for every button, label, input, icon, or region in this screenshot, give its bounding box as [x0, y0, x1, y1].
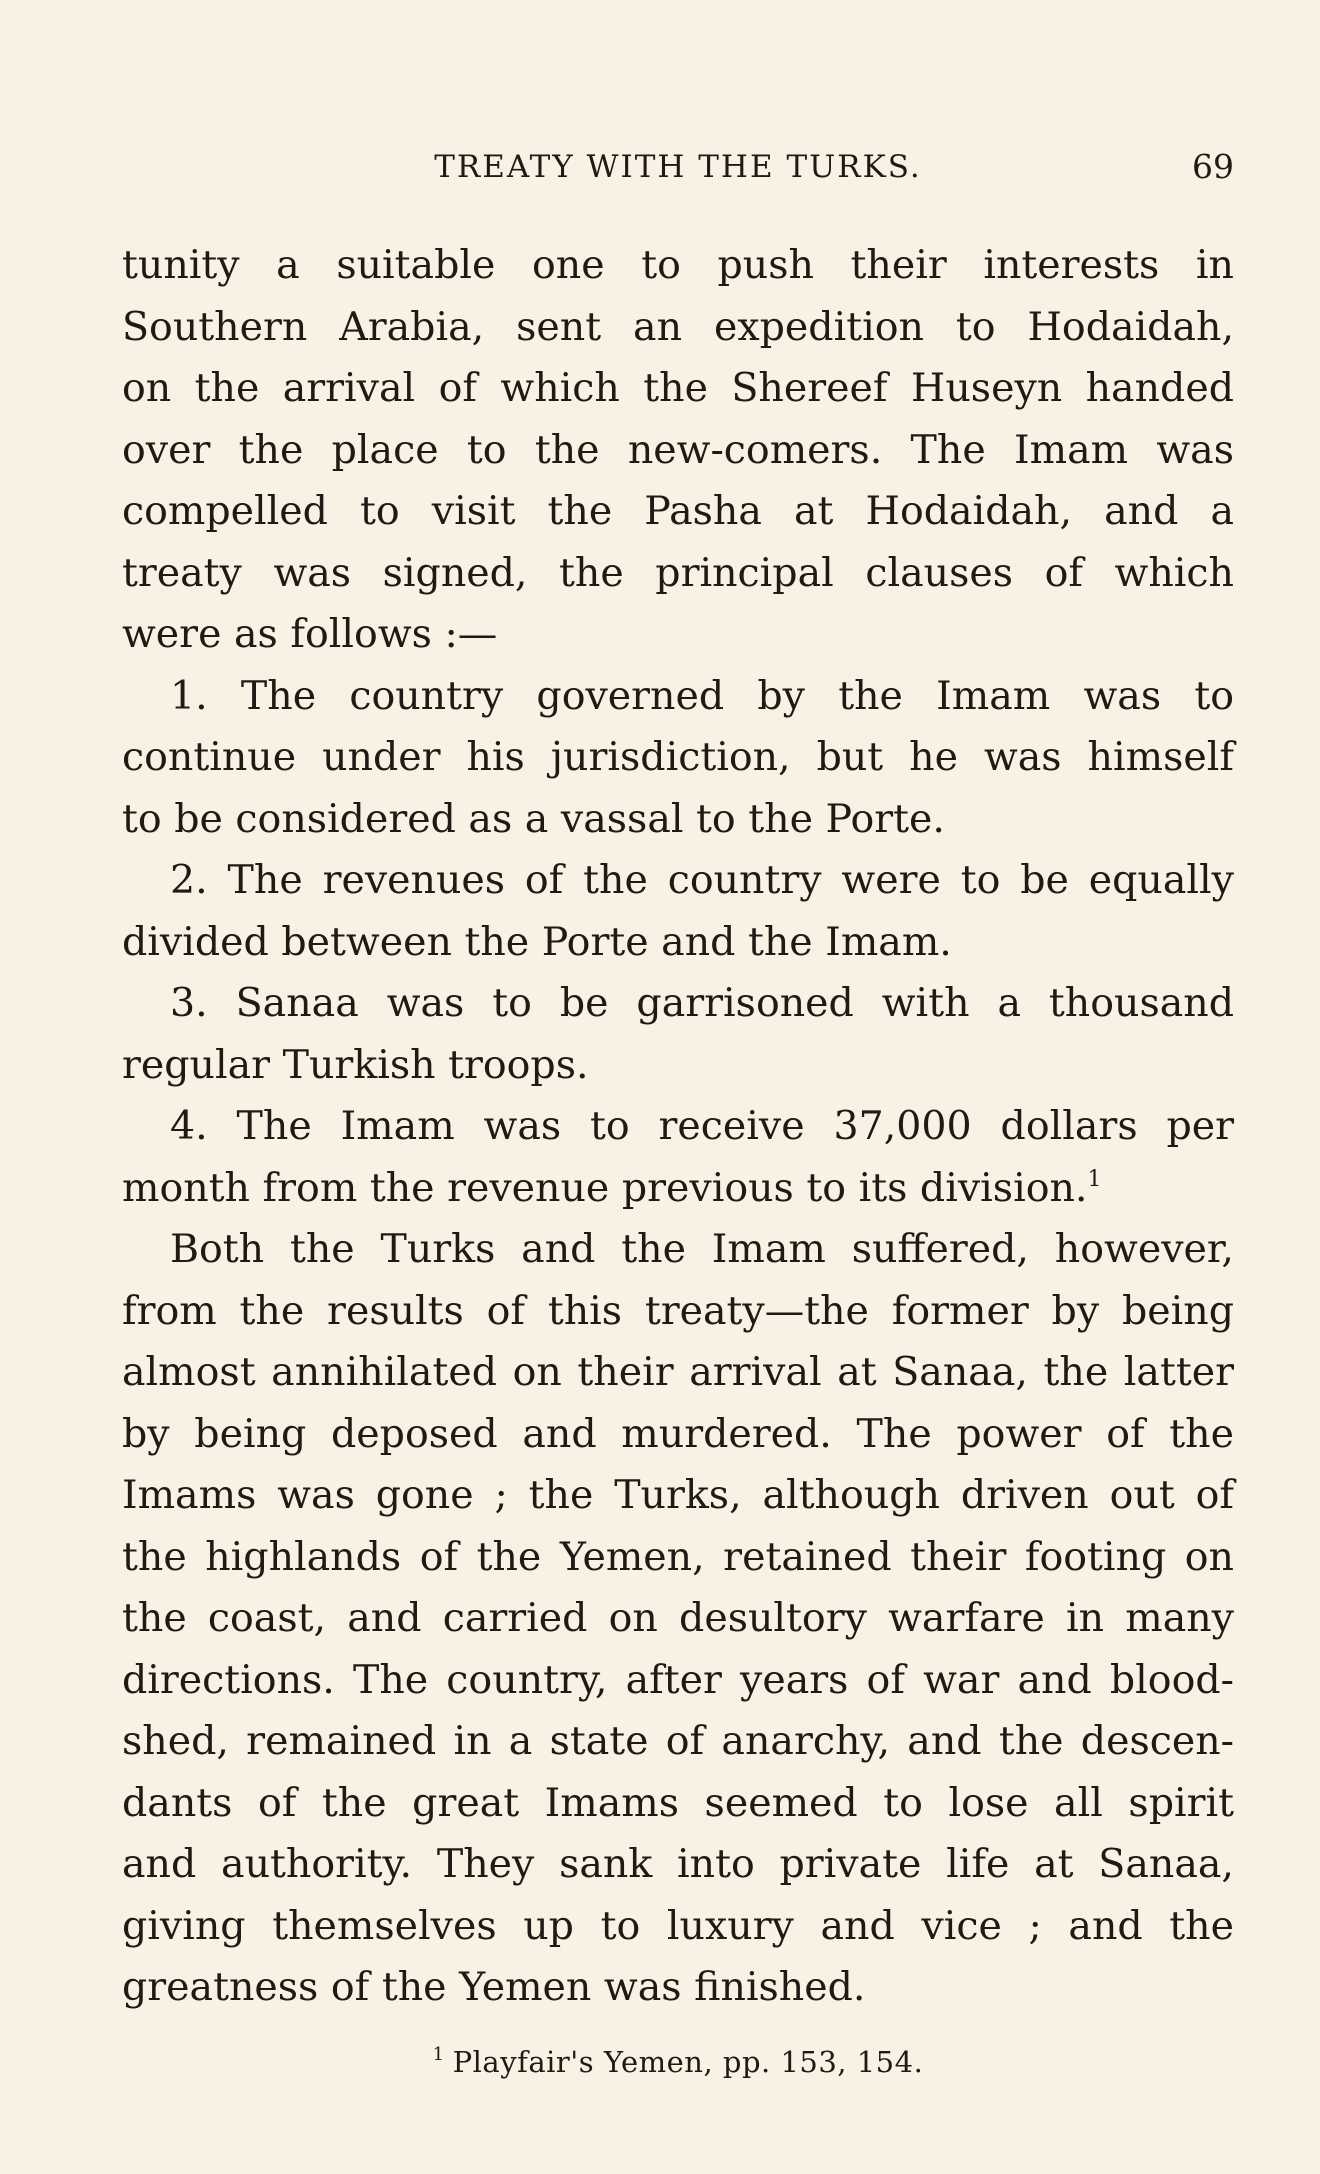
- text-line: directions. The country, after years of war and blood-: [122, 1656, 1234, 1703]
- treaty-clause-line: 2. The revenues of the country were to be equally: [170, 857, 1234, 903]
- footnote: [122, 2040, 1234, 2084]
- treaty-clause-line: 1. The country governed by the Imam was to: [170, 672, 1234, 719]
- text-line: by being deposed and murdered. The power of the: [122, 1410, 1234, 1457]
- text-line: greatness of the Yemen was finished.: [122, 1964, 866, 2010]
- text-line: on the arrival of which the Shereef Huseyn handed: [122, 365, 1234, 411]
- text-line: the highlands of the Yemen, retained their footing on: [122, 1533, 1234, 1580]
- text-line: Imams was gone ; the Turks, although driven out of: [122, 1472, 1234, 1518]
- body-text: [122, 235, 1234, 2019]
- text-line: compelled to visit the Pasha at Hodaidah, and a: [122, 488, 1234, 534]
- text-line: were as follows :—: [122, 611, 498, 657]
- running-title: TREATY WITH THE TURKS.: [434, 149, 922, 185]
- text-line: tunity a suitable one to push their interests in: [122, 242, 1234, 288]
- page-number: 69: [1192, 147, 1234, 186]
- text-line: the coast, and carried on desultory warfare in many: [122, 1595, 1234, 1641]
- text-line: to be considered as a vassal to the Porte.: [122, 795, 945, 842]
- line-text: month from the revenue previous to its division.: [122, 1164, 1088, 1211]
- text-line: almost annihilated on their arrival at Sanaa, the latter: [122, 1349, 1234, 1395]
- treaty-clause-line: 4. The Imam was to receive 37,000 dollars per: [170, 1103, 1234, 1149]
- footnote-marker: 1: [432, 2044, 445, 2065]
- text-line: dants of the great Imams seemed to lose all spirit: [122, 1779, 1234, 1826]
- text-line-with-footnote-ref: [122, 1158, 1234, 1220]
- paragraph-start-line: Both the Turks and the Imam suffered, however,: [170, 1226, 1234, 1272]
- text-line: and authority. They sank into private life at Sanaa,: [122, 1841, 1234, 1887]
- text-line: from the results of this treaty—the former by being: [122, 1287, 1234, 1334]
- page-header: [122, 142, 1234, 192]
- text-line: regular Turkish troops.: [122, 1041, 589, 1088]
- treaty-clause-line: 3. Sanaa was to be garrisoned with a thousand: [170, 980, 1234, 1026]
- footnote-reference: 1: [1087, 1166, 1102, 1192]
- text-line: treaty was signed, the principal clauses of which: [122, 549, 1234, 596]
- text-line: Southern Arabia, sent an expedition to Hodaidah,: [122, 303, 1234, 350]
- text-line: continue under his jurisdiction, but he was himself: [122, 734, 1234, 780]
- footnote-text: Playfair's Yemen, pp. 153, 154.: [452, 2045, 924, 2079]
- text-line: divided between the Porte and the Imam.: [122, 918, 952, 965]
- text-line: over the place to the new-comers. The Imam was: [122, 426, 1234, 473]
- text-line: giving themselves up to luxury and vice ; and the: [122, 1902, 1234, 1949]
- text-line: shed, remained in a state of anarchy, and the descen-: [122, 1718, 1234, 1764]
